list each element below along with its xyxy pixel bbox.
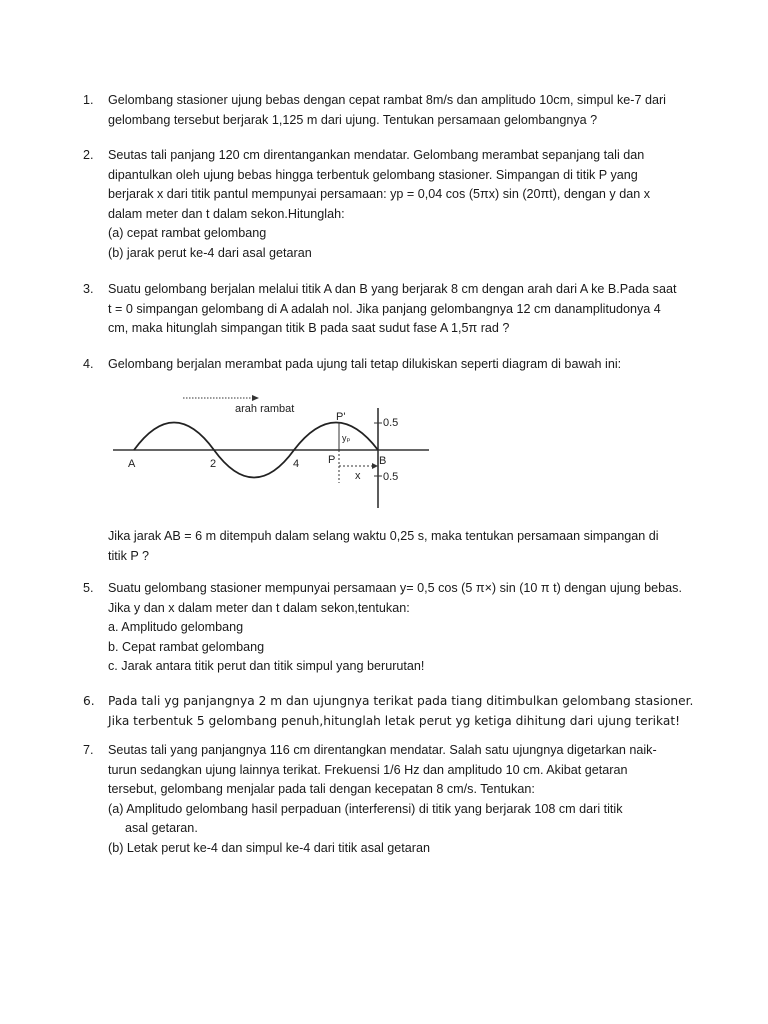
question-4 [83, 355, 683, 375]
question-text-line: Jika y dan x dalam meter dan t dalam sekon,tentukan: [108, 600, 410, 615]
question-text-line: berjarak x dari titik pantul mempunyai persamaan: yp = 0,04 cos (5πx) sin (20πt), dengan y dan x [108, 187, 651, 201]
question-5 [83, 579, 683, 677]
label-2: 2 [210, 458, 217, 470]
question-text-line: tersebut, gelombang menjalar pada tali dengan kecepatan 8 cm/s. Tentukan: [108, 782, 535, 796]
question-1 [83, 91, 683, 130]
question-text-line: Seutas tali panjang 120 cm direntangankan mendatar. Gelombang merambat sepanjang tali dan [108, 148, 645, 162]
label-point-p: P [328, 454, 336, 466]
question-text-line: Jika jarak AB = 6 m ditempuh dalam selang waktu 0,25 s, maka tentukan persamaan simpangan di [108, 529, 659, 543]
question-text-line: Gelombang berjalan merambat pada ujung tali tetap dilukiskan seperti diagram di bawah ini: [108, 357, 622, 371]
question-subitem-b: (b) Letak perut ke-4 dan simpul ke-4 dari titik asal getaran [108, 840, 431, 855]
question-subitem-a-continued: asal getaran. [125, 821, 198, 835]
question-number: 7. [83, 743, 94, 757]
label-4: 4 [293, 458, 300, 470]
question-text-line: turun sedangkan ujung lainnya terikat. Frekuensi 1/6 Hz dan amplitudo 10 cm. Akibat getaran [108, 762, 628, 777]
question-subitem-a: a. Amplitudo gelombang [108, 620, 244, 634]
question-subitem-a: (a) Amplitudo gelombang hasil perpaduan (interferensi) di titik yang berjarak 108 cm dari titik [108, 801, 623, 816]
question-text-line: gelombang tersebut berjarak 1,125 m dari ujung. Tentukan persamaan gelombangnya ? [108, 112, 598, 127]
label-p-prime: P' [336, 411, 346, 423]
label-point-b: B [379, 455, 387, 467]
question-text-line: t = 0 simpangan gelombang di A adalah nol. Jika panjang gelombangnya 12 cm danamplitudonya 4 [108, 301, 661, 316]
question-2 [83, 146, 683, 263]
question-text-line: Suatu gelombang stasioner mempunyai persamaan y= 0,5 cos (5 π×) sin (10 π t) dengan ujung bebas. [108, 581, 682, 595]
question-number: 6. [83, 694, 95, 708]
question-4-continuation [83, 527, 683, 566]
question-7 [83, 741, 683, 858]
wave-diagram [107, 380, 437, 510]
label-x: x [355, 470, 361, 482]
label-yp: yₚ [342, 433, 351, 443]
question-text-line: Suatu gelombang berjalan melalui titik A dan B yang berjarak 8 cm dengan arah dari A ke B.Pada saat [108, 282, 677, 296]
label-point-a: A [128, 458, 136, 470]
label-amplitude-negative: 0.5 [383, 471, 399, 483]
question-subitem-c: c. Jarak antara titik perut dan titik simpul yang berurutan! [108, 659, 425, 673]
question-text-line: dipantulkan oleh ujung bebas hingga terbentuk gelombang stasioner. Simpangan di titik P yang [108, 167, 638, 182]
question-number: 4. [83, 357, 94, 371]
question-text-line: dalam meter dan t dalam sekon.Hitunglah: [108, 206, 345, 221]
question-subitem-a: (a) cepat rambat gelombang [108, 226, 267, 240]
question-6 [83, 692, 694, 731]
question-3 [83, 280, 683, 339]
question-text-line: cm, maka hitunglah simpangan titik B pada saat sudut fase A 1,5π rad ? [108, 321, 510, 335]
question-number: 5. [83, 581, 94, 595]
question-subitem-b: b. Cepat rambat gelombang [108, 639, 265, 654]
arrow-label: arah rambat [235, 403, 295, 415]
question-text-line: Gelombang stasioner ujung bebas dengan cepat rambat 8m/s dan amplitudo 10cm, simpul ke-7 dari [108, 93, 666, 107]
question-number: 1. [83, 93, 94, 107]
question-text-line: Pada tali yg panjangnya 2 m dan ujungnya terikat pada tiang ditimbulkan gelombang stasioner. [108, 694, 694, 708]
question-number: 2. [83, 148, 94, 162]
question-text-line: Seutas tali yang panjangnya 116 cm direntangkan mendatar. Salah satu ujungnya digetarkan naik- [108, 743, 657, 757]
question-text-line: titik P ? [108, 548, 150, 563]
question-subitem-b: (b) jarak perut ke-4 dari asal getaran [108, 245, 312, 260]
question-number: 3. [83, 282, 94, 296]
label-amplitude-positive: 0.5 [383, 417, 399, 429]
question-text-line: Jika terbentuk 5 gelombang penuh,hitunglah letak perut yg ketiga dihitung dari ujung terikat! [108, 713, 681, 728]
